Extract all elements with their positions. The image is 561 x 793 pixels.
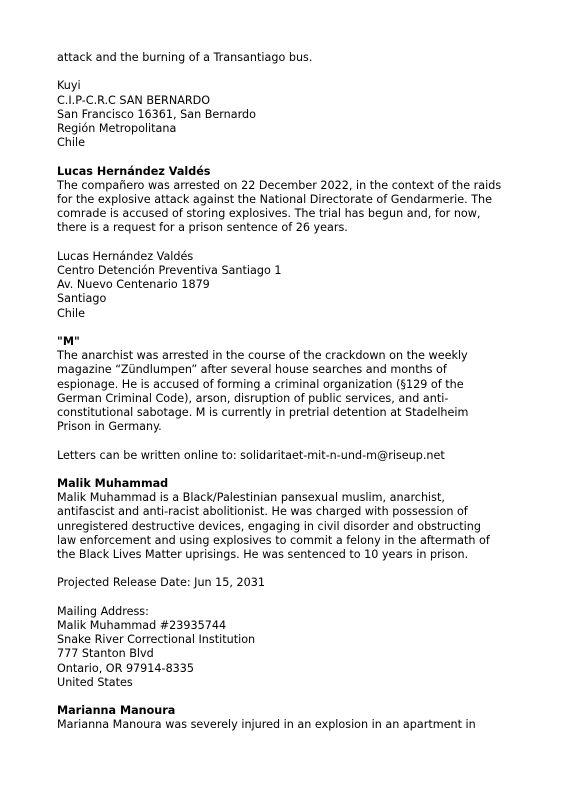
spacer (57, 321, 511, 335)
lucas-address-block (57, 250, 511, 321)
address-line: Santiago (57, 292, 107, 306)
address-line: Mailing Address: (57, 604, 149, 618)
letters-contact-text: Letters can be written online to: solidaritaet-mit-n-und-m@riseup.net (57, 448, 445, 462)
prisoner-name-heading: "M" (57, 335, 80, 348)
spacer (57, 562, 511, 576)
prisoner-description (57, 491, 511, 562)
paragraph-line: there is a request for a prison sentence of 26 years. (57, 221, 348, 235)
kuyi-address-block (57, 79, 511, 150)
prisoner-name-heading: Marianna Manoura (57, 704, 176, 718)
paragraph-line: Marianna Manoura was severely injured in an explosion in an apartment in (57, 718, 476, 732)
address-line: Snake River Correctional Institution (57, 633, 256, 647)
paragraph-line: antifascist and anti-racist abolitionist. He was charged with possession of (57, 505, 468, 519)
spacer (57, 463, 511, 477)
paragraph-line: unregistered destructive devices, engaging in civil disorder and obstructing (57, 519, 481, 533)
prisoner-description (57, 349, 511, 434)
address-line: United States (57, 675, 133, 689)
paragraph-line: the Black Lives Matter uprisings. He was sentenced to 10 years in prison. (57, 548, 469, 562)
spacer (57, 690, 511, 704)
address-line: Centro Detención Preventiva Santiago 1 (57, 264, 282, 277)
paragraph-line: German Criminal Code), arson, disruption of public services, and anti- (57, 391, 449, 405)
address-line: Ontario, OR 97914-8335 (57, 661, 195, 675)
prisoner-name-heading: Lucas Hernández Valdés (57, 164, 211, 178)
paragraph-line: for the explosive attack against the National Directorate of Gendarmerie. The (57, 193, 493, 206)
intro-tail-text: attack and the burning of a Transantiago bus. (57, 51, 313, 64)
spacer (57, 150, 511, 164)
address-line: C.I.P-C.R.C SAN BERNARDO (57, 93, 211, 107)
prisoner-description (57, 179, 511, 236)
address-line: San Francisco 16361, San Bernardo (57, 107, 256, 121)
prisoner-name-heading: Malik Muhammad (57, 477, 169, 490)
paragraph-line: Prison in Germany. (57, 420, 162, 434)
paragraph-line: The compañero was arrested on 22 December 2022, in the context of the raids (57, 178, 502, 192)
paragraph-line: constitutional sabotage. M is currently in pretrial detention at Stadelheim (57, 406, 469, 420)
spacer (57, 236, 511, 250)
malik-address-block (57, 605, 511, 690)
address-line: Av. Nuevo Centenario 1879 (57, 278, 210, 292)
paragraph-line: comrade is accused of storing explosives. The trial has begun and, for now, (57, 207, 481, 221)
address-line: Chile (57, 306, 86, 320)
spacer (57, 65, 511, 79)
paragraph-line: law enforcement and using explosives to commit a felony in the aftermath of (57, 533, 490, 547)
paragraph-line: The anarchist was arrested in the course of the crackdown on the weekly (57, 349, 468, 363)
address-line: Lucas Hernández Valdés (57, 249, 194, 263)
address-line: 777 Stanton Blvd (57, 647, 154, 661)
paragraph-line: Malik Muhammad is a Black/Palestinian pansexual muslim, anarchist, (57, 491, 445, 505)
paragraph-line: magazine “Zündlumpen” after several house searches and months of (57, 363, 447, 377)
spacer (57, 434, 511, 448)
address-line: Kuyi (57, 79, 81, 93)
paragraph-line: espionage. He is accused of forming a criminal organization (§129 of the (57, 377, 464, 391)
spacer (57, 591, 511, 605)
release-date-text: Projected Release Date: Jun 15, 2031 (57, 576, 266, 590)
address-line: Chile (57, 136, 86, 150)
address-line: Malik Muhammad #23935744 (57, 619, 227, 632)
address-line: Región Metropolitana (57, 122, 177, 135)
